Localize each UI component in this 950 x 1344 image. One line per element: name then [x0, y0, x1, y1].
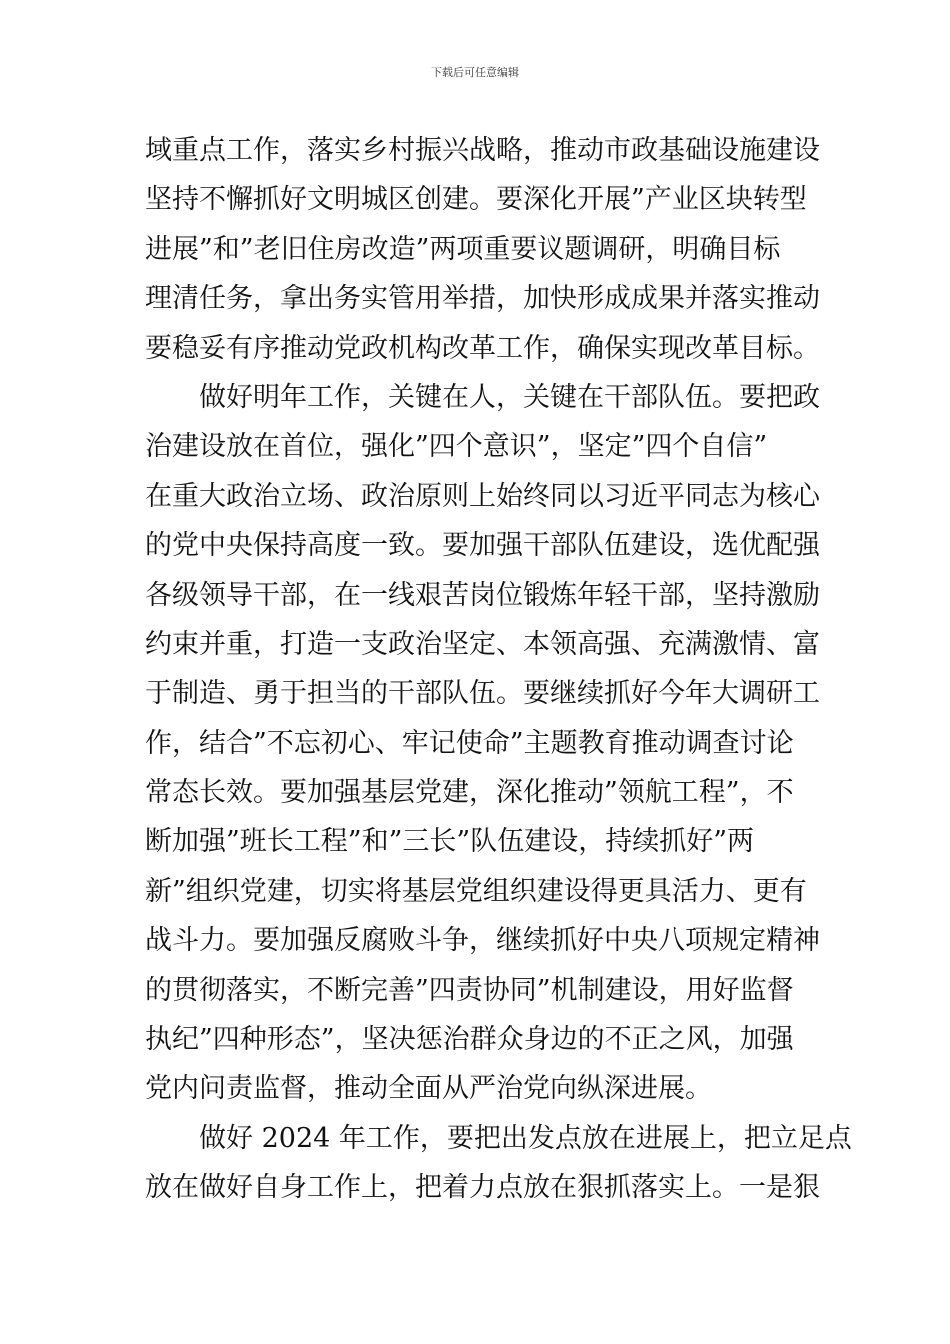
text-line: 治建设放在首位，强化”四个意识”，坚定”四个自信” — [145, 431, 768, 463]
paragraph-first-line: 做好明年工作，关键在人，关键在干部队伍。要把政 — [199, 381, 820, 413]
page-header-note: 下载后可任意编辑 — [431, 66, 519, 79]
text-line: 进展”和”老旧住房改造”两项重要议题调研，明确目标 — [145, 233, 781, 265]
text-line: 执纪”四种形态”，坚决惩治群众身边的不正之风，加强 — [145, 1024, 794, 1056]
text-line: 作，结合”不忘初心、牢记使命”主题教育推动调查讨论 — [145, 727, 794, 759]
text-line: 在重大政治立场、政治原则上始终同以习近平同志为核心 — [145, 480, 820, 512]
text-line: 的贯彻落实，不断完善”四责协同”机制建设，用好监督 — [145, 974, 794, 1006]
text-line: 党内问责监督，推动全面从严治党向纵深进展。 — [145, 1073, 712, 1105]
text-line: 新”组织党建，切实将基层党组织建设得更具活力、更有 — [145, 875, 807, 907]
text-line: 战斗力。要加强反腐败斗争，继续抓好中央八项规定精神 — [145, 925, 820, 957]
document-body — [145, 126, 852, 1213]
text-line: 域重点工作，落实乡村振兴战略，推动市政基础设施建设 — [145, 135, 820, 166]
text-line: 要稳妥有序推动党政机构改革工作，确保实现改革目标。 — [145, 332, 820, 364]
text-line: 放在做好自身工作上，把着力点放在狠抓落实上。一是狠 — [145, 1172, 820, 1204]
text-line: 各级领导干部，在一线艰苦岗位锻炼年轻干部，坚持激励 — [145, 579, 820, 611]
text-line: 坚持不懈抓好文明城区创建。要深化开展”产业区块转型 — [145, 184, 807, 216]
text-line: 理清任务，拿出务实管用举措，加快形成成果并落实推动 — [145, 283, 820, 315]
text-line: 断加强”班长工程”和”三长”队伍建设，持续抓好”两 — [145, 826, 755, 858]
text-line: 的党中央保持高度一致。要加强干部队伍建设，选优配强 — [145, 530, 820, 562]
text-line: 于制造、勇于担当的干部队伍。要继续抓好今年大调研工 — [145, 678, 820, 710]
paragraph-first-line: 做好 2024 年工作，要把出发点放在进展上，把立足点 — [199, 1122, 852, 1154]
text-line: 常态长效。要加强基层党建，深化推动”领航工程”，不 — [145, 777, 794, 809]
text-line: 约束并重，打造一支政治坚定、本领高强、充满激情、富 — [145, 628, 820, 660]
